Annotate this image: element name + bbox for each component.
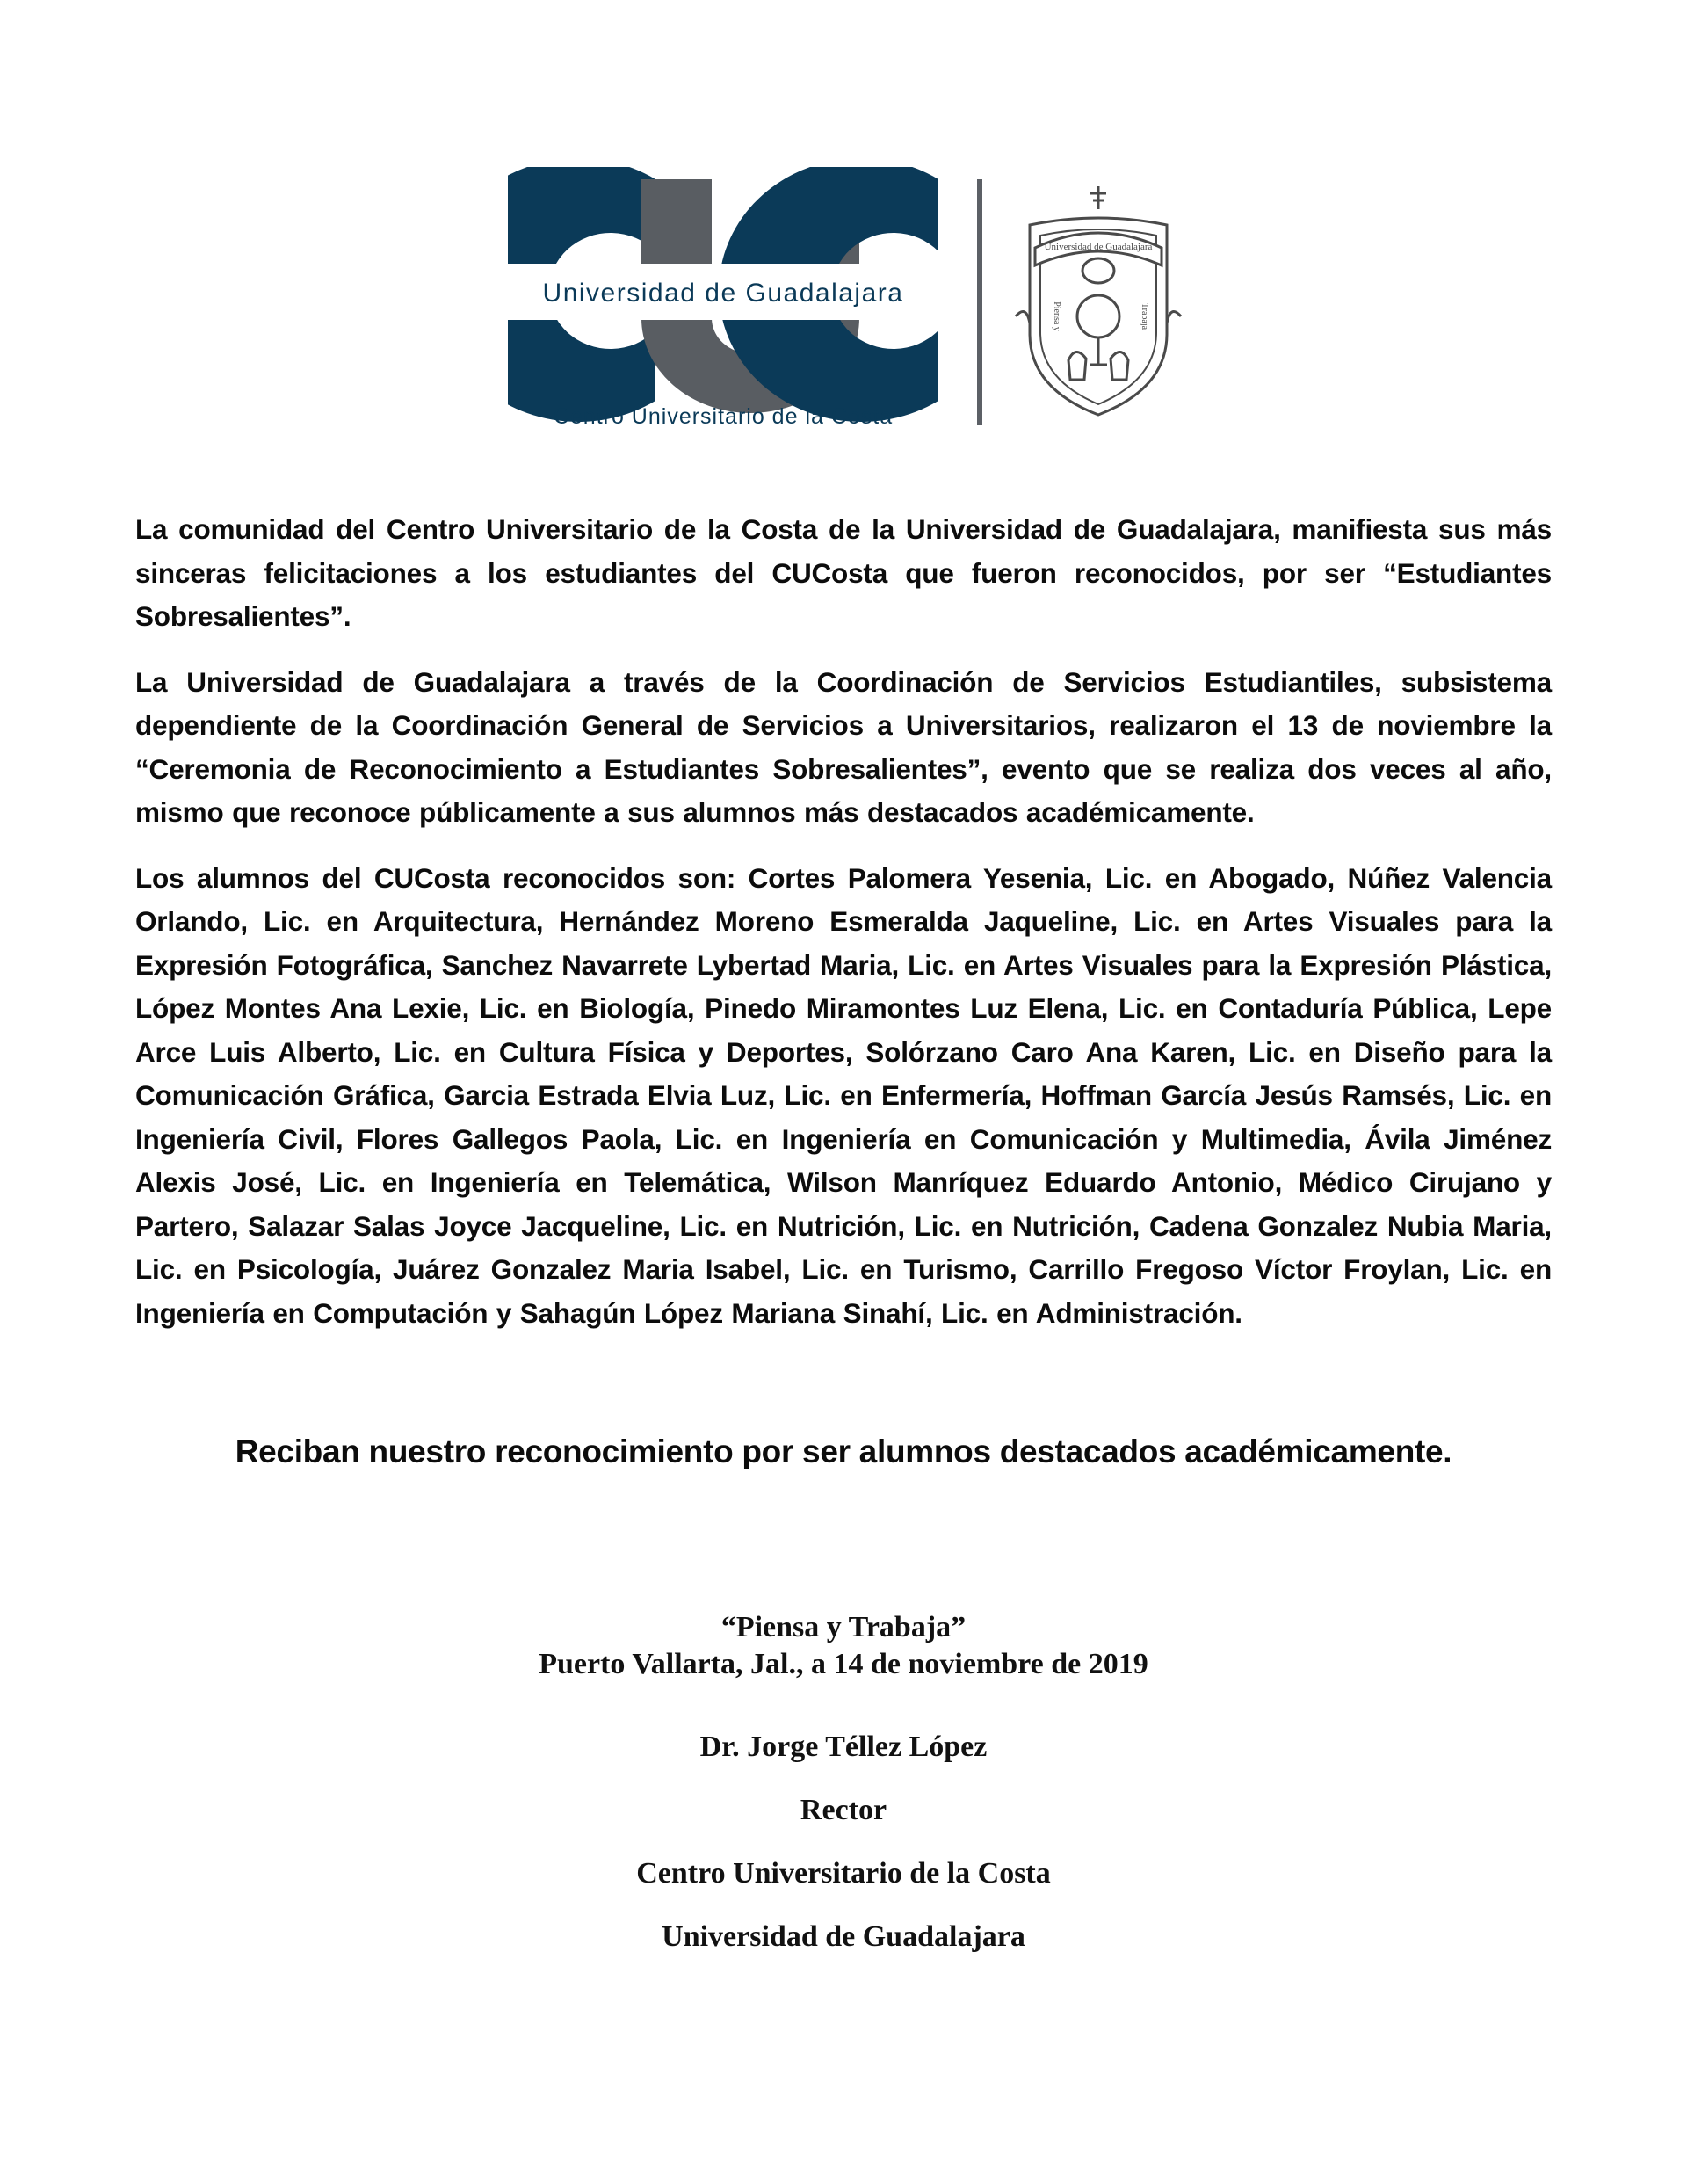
seal-banner-text: Universidad de Guadalajara [1044,242,1153,252]
university-seal [1010,185,1186,426]
seal-motto-left: Piensa y [1052,301,1061,331]
signature-center: Centro Universitario de la Costa [636,1857,1051,1890]
signature-name: Dr. Jorge Téllez López [699,1731,988,1763]
cuc-logo-university-text: Universidad de Guadalajara [542,279,904,308]
signature-university: Universidad de Guadalajara [662,1920,1025,1953]
logo-divider [977,179,982,425]
seal-motto-right: Trabaja [1140,302,1149,330]
letterhead [0,167,1687,439]
paragraph-ceremony: La Universidad de Guadalajara a través de la Coordinación de Servicios Estudiantiles, subsistema dependiente de la Coordinación General de Servicios a Universitarios, realizaron el 13 de noviembre la “Ceremonia de Reconocimiento a Estudiantes Sobresalientes”, evento que se realiza dos veces al año, mismo que reconoce públicamente a sus alumnos más destacados académicamente. [135,665,1552,828]
cuc-logo-campus-text: Centro Universitario de la Costa [553,404,894,429]
paragraph-students-list: Los alumnos del CUCosta reconocidos son: Cortes Palomera Yesenia, Lic. en Abogado, Núñez Valencia Orlando, Lic. en Arquitectura, Hernández Moreno Esmeralda Jaqueline, Lic. en Artes Visuales para la Expresión Fotográfica, Sanchez Navarrete Lybertad Maria, Lic. en Artes Visuales para la Expresión Plástica, López Montes Ana Lexie, Lic. en Biología, Pinedo Miramontes Luz Elena, Lic. en Contaduría Pública, Lepe Arce Luis Alberto, Lic. en Cultura Física y Deportes, Solórzano Caro Ana Karen, Lic. en Diseño para la Comunicación Gráfica, Garcia Estrada Elvia Luz, Lic. en Enfermería, Hoffman García Jesús Ramsés, Lic. en Ingeniería Civil, Flores Gallegos Paola, Lic. en Ingeniería en Comunicación y Multimedia, Ávila Jiménez Alexis José, Lic. en Ingeniería en Telemática, Wilson Manríquez Eduardo Antonio, Médico Cirujano y Partero, Salazar Salas Joyce Jacqueline, Lic. en Nutrición, Lic. en Nutrición, Cadena Gonzalez Nubia Maria, Lic. en Psicología, Juárez Gonzalez Maria Isabel, Lic. en Turismo, Carrillo Fregoso Víctor Froylan, Lic. en Ingeniería en Computación y Sahagún López Mariana Sinahí, Lic. en Administración. [135,861,1552,1329]
signature-place-date: Puerto Vallarta, Jal., a 14 de noviembre de 2019 [539,1648,1148,1680]
seal-lion-right-icon [1111,352,1128,380]
signature-role: Rector [800,1794,887,1826]
cuc-logo [508,167,938,439]
closing-statement: Reciban nuestro reconocimiento por ser alumnos destacados académicamente. [235,1433,1452,1469]
paragraph-congratulations: La comunidad del Centro Universitario de la Costa de la Universidad de Guadalajara, manifiesta sus más sinceras felicitaciones a los estudiantes del CUCosta que fueron reconocidos, por ser “Estudiantes Sobresalientes”. [135,513,1552,632]
seal-helmet-icon [1082,258,1114,283]
seal-cross-icon [1090,186,1106,209]
letter-body [135,508,1552,1357]
signature-motto: “Piensa y Trabaja” [720,1611,967,1643]
seal-tree-icon [1077,295,1119,337]
seal-lion-left-icon [1068,352,1086,380]
